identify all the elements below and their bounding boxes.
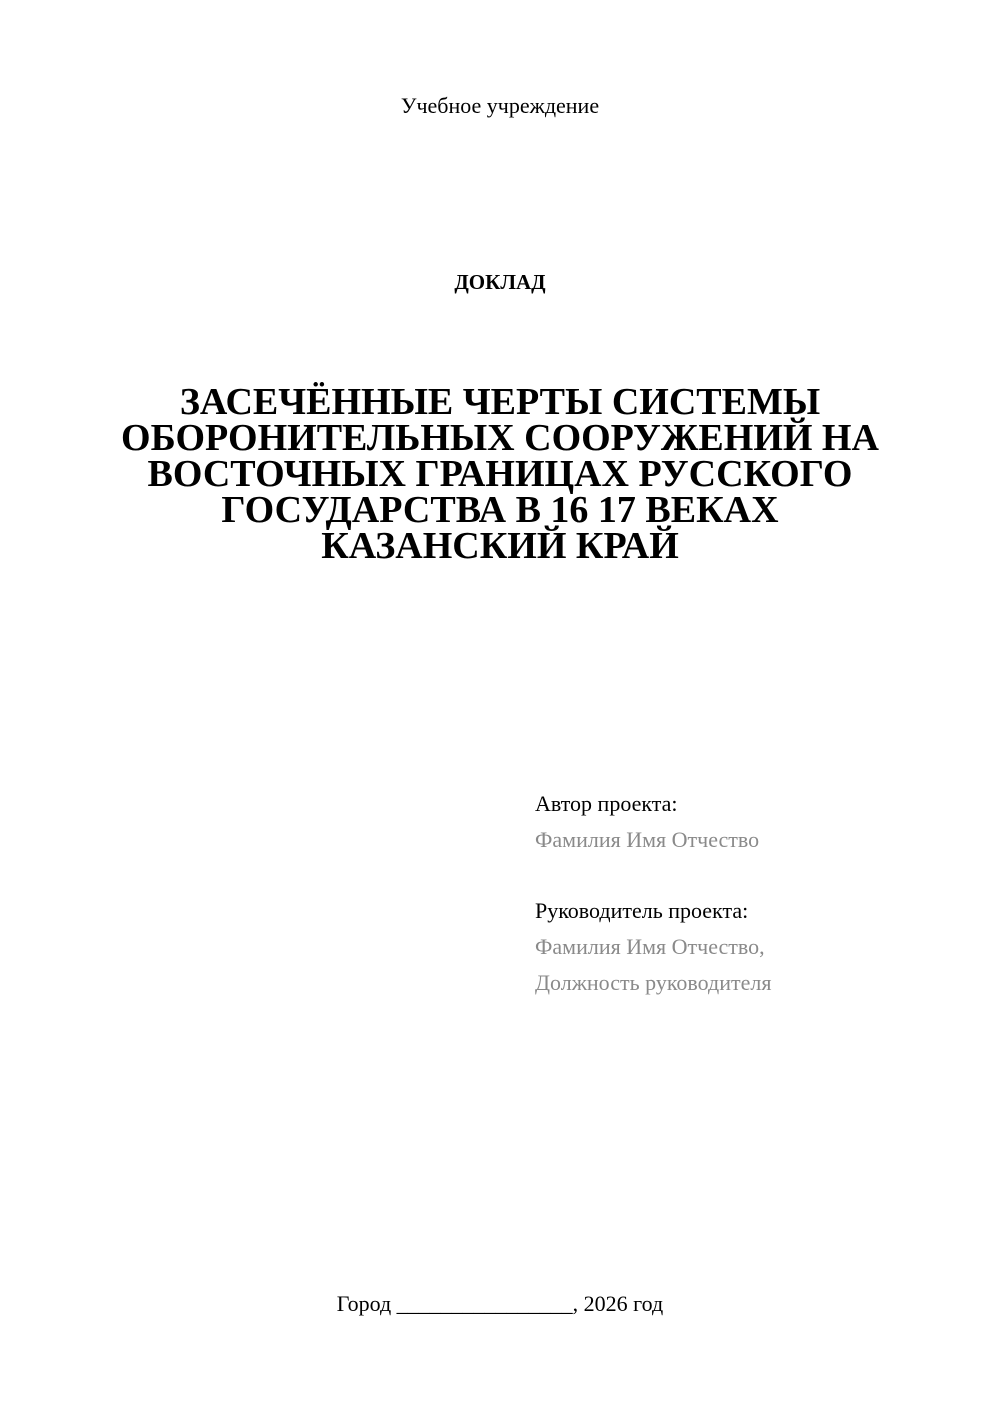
supervisor-name: Фамилия Имя Отчество, <box>535 934 765 959</box>
supervisor-block <box>535 893 975 1001</box>
year-label: , 2026 год <box>572 1291 664 1316</box>
report-title <box>100 381 900 567</box>
city-year-footer <box>0 1290 1000 1318</box>
institution-name: Учебное учреждение <box>400 93 600 118</box>
supervisor-label: Руководитель проекта: <box>535 898 749 923</box>
title-line: ЗАСЕЧЁННЫЕ ЧЕРТЫ СИСТЕМЫ <box>179 381 821 423</box>
title-line: ВОСТОЧНЫХ ГРАНИЦАХ РУССКОГО <box>147 453 853 495</box>
title-line: ГОСУДАРСТВА В 16 17 ВЕКАХ <box>221 489 779 531</box>
document-type: ДОКЛАД <box>454 270 546 294</box>
title-line: ОБОРОНИТЕЛЬНЫХ СООРУЖЕНИЙ НА <box>121 417 879 459</box>
city-label: Город ________________ <box>336 1291 573 1316</box>
author-name: Фамилия Имя Отчество <box>535 827 760 852</box>
supervisor-position: Должность руководителя <box>535 970 772 995</box>
author-label: Автор проекта: <box>535 791 678 816</box>
author-block <box>535 786 975 858</box>
title-line: КАЗАНСКИЙ КРАЙ <box>321 525 679 567</box>
